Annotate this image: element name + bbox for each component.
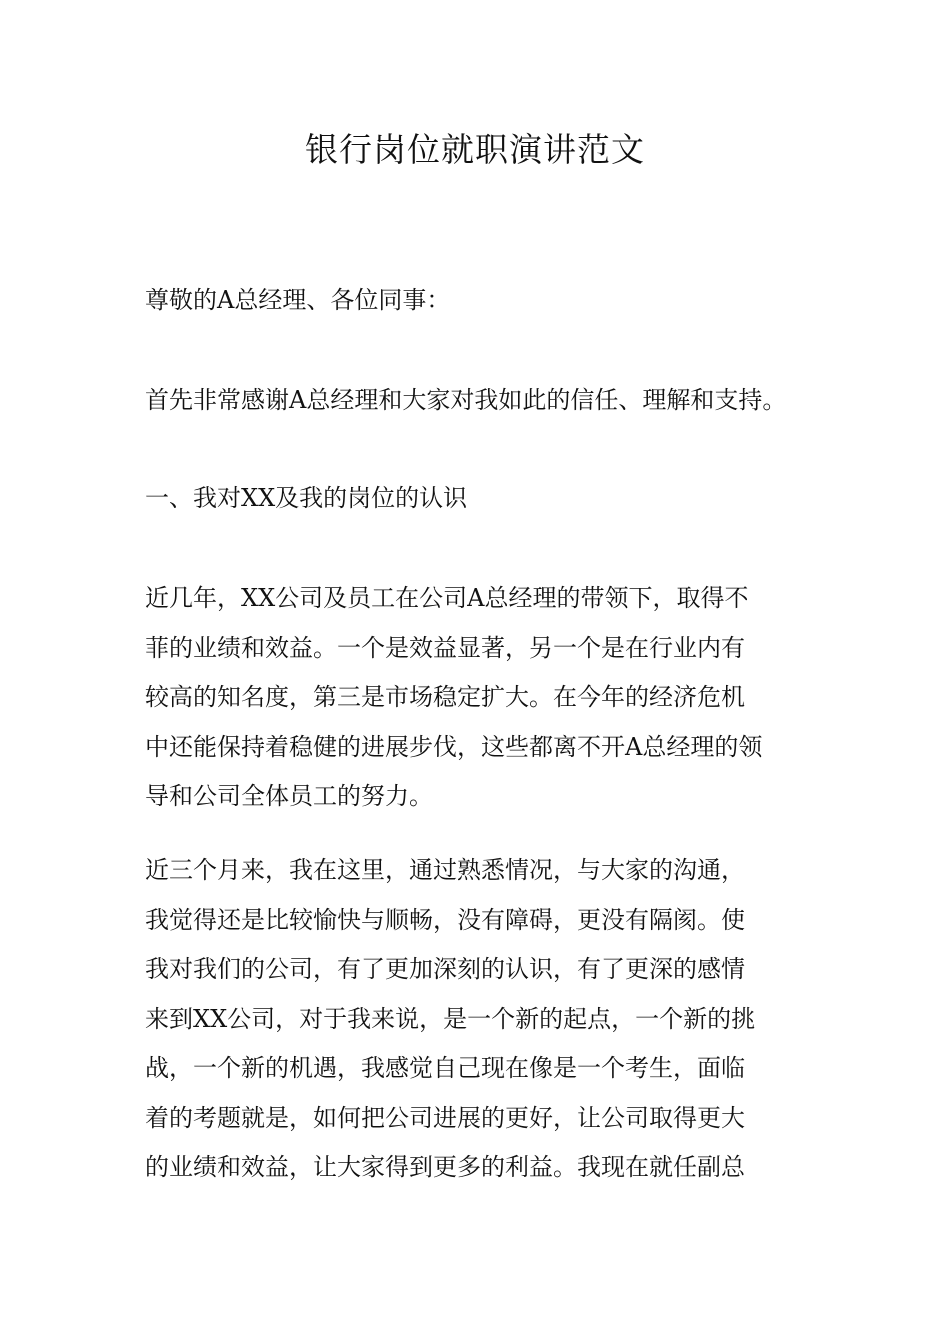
paragraph-line: 我觉得还是比较愉快与顺畅，没有障碍，更没有隔阂。使: [145, 905, 745, 934]
body-paragraph-2: [145, 846, 810, 1193]
thanks-paragraph: [145, 376, 810, 426]
paragraph-line: 着的考题就是，如何把公司进展的更好，让公司取得更大: [145, 1103, 745, 1132]
paragraph-line: 来到XX公司，对于我来说，是一个新的起点，一个新的挑: [145, 1004, 756, 1033]
paragraph-line: 的业绩和效益，让大家得到更多的利益。我现在就任副总: [145, 1153, 745, 1181]
paragraph-line: 中还能保持着稳健的进展步伐，这些都离不开A总经理的领: [145, 732, 763, 761]
document-title: 银行岗位就职演讲范文: [305, 130, 645, 169]
paragraph-line: 导和公司全体员工的努力。: [145, 782, 433, 810]
body-paragraph-1: [145, 574, 810, 822]
greeting-paragraph: [145, 276, 810, 326]
paragraph-line: 菲的业绩和效益。一个是效益显著，另一个是在行业内有: [145, 633, 745, 662]
paragraph-line: 尊敬的A总经理、各位同事：: [145, 286, 451, 314]
paragraph-line: 较高的知名度，第三是市场稳定扩大。在今年的经济危机: [145, 683, 745, 711]
paragraph-line: 战，一个新的机遇，我感觉自己现在像是一个考生，面临: [145, 1054, 745, 1082]
section-heading: [145, 474, 810, 524]
paragraph-line: 近三个月来，我在这里，通过熟悉情况，与大家的沟通，: [145, 856, 745, 884]
paragraph-line: 我对我们的公司，有了更加深刻的认识，有了更深的感情: [145, 955, 745, 983]
paragraph-line: 一、我对XX及我的岗位的认识: [145, 484, 468, 512]
paragraph-line: 首先非常感谢A总经理和大家对我如此的信任、理解和支持。: [145, 386, 787, 414]
paragraph-line: 近几年，XX公司及员工在公司A总经理的带领下，取得不: [145, 584, 749, 612]
